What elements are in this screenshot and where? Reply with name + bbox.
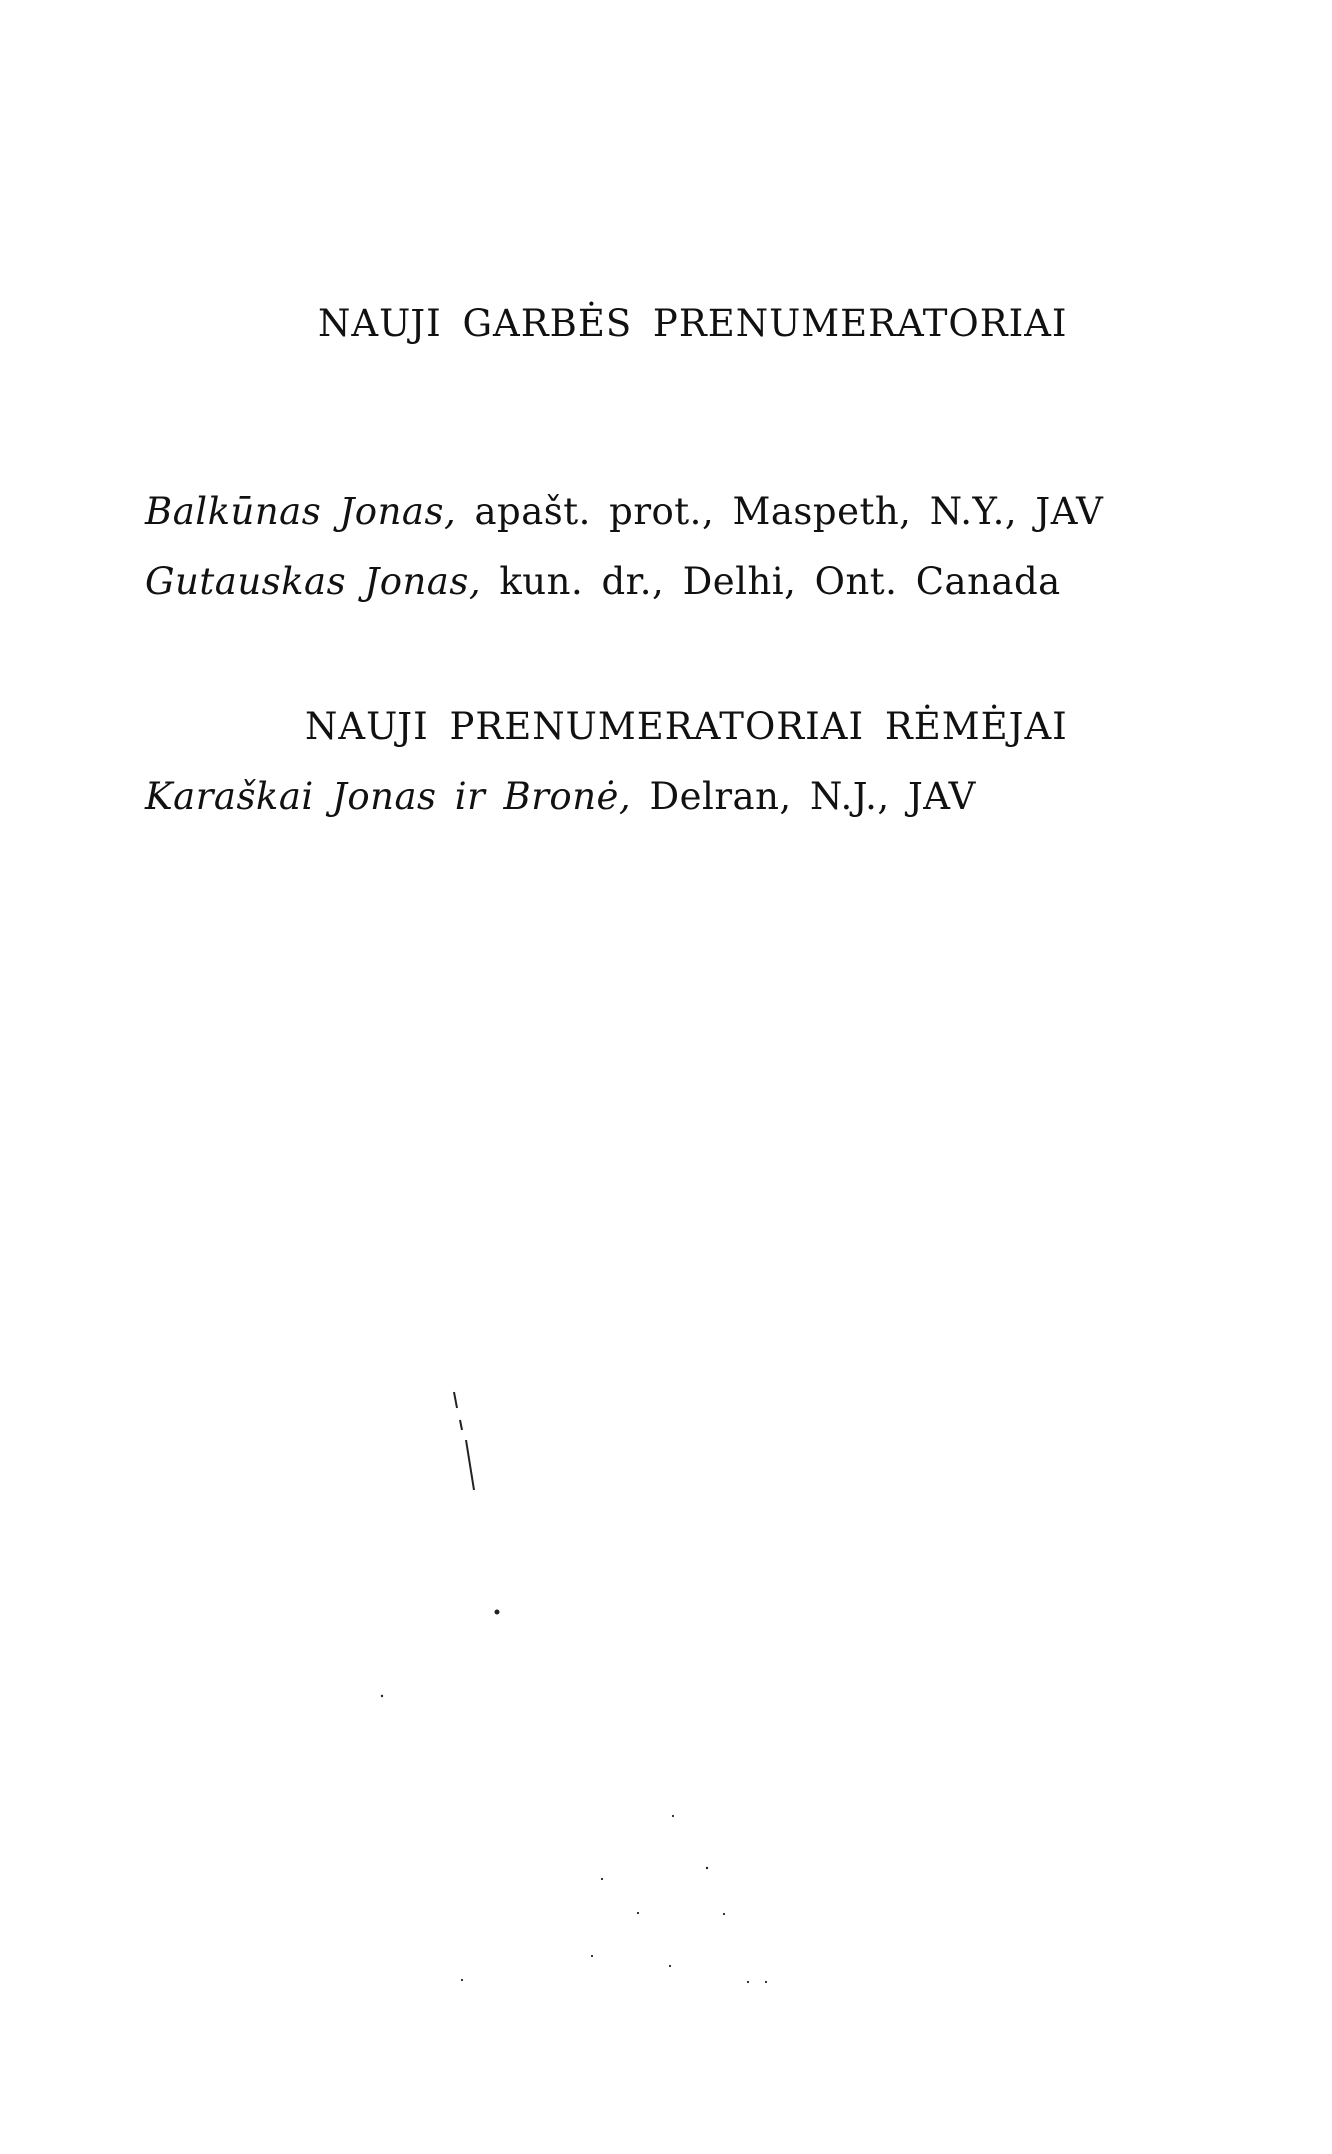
subscriber-details: Delran, N.J., JAV	[631, 775, 976, 818]
subscriber-details: kun. dr., Delhi, Ont. Canada	[481, 560, 1061, 603]
subscriber-name: Gutauskas Jonas,	[145, 560, 482, 603]
section-heading-honorary-subscribers: NAUJI GARBĖS PRENUMERATORIAI	[318, 302, 1068, 345]
section-heading-supporting-subscribers: NAUJI PRENUMERATORIAI RĖMĖJAI	[305, 705, 1068, 748]
subscriber-name: Karaškai Jonas ir Bronė,	[145, 775, 632, 818]
subscriber-details: apašt. prot., Maspeth, N.Y., JAV	[456, 490, 1104, 533]
subscriber-name: Balkūnas Jonas,	[145, 490, 457, 533]
